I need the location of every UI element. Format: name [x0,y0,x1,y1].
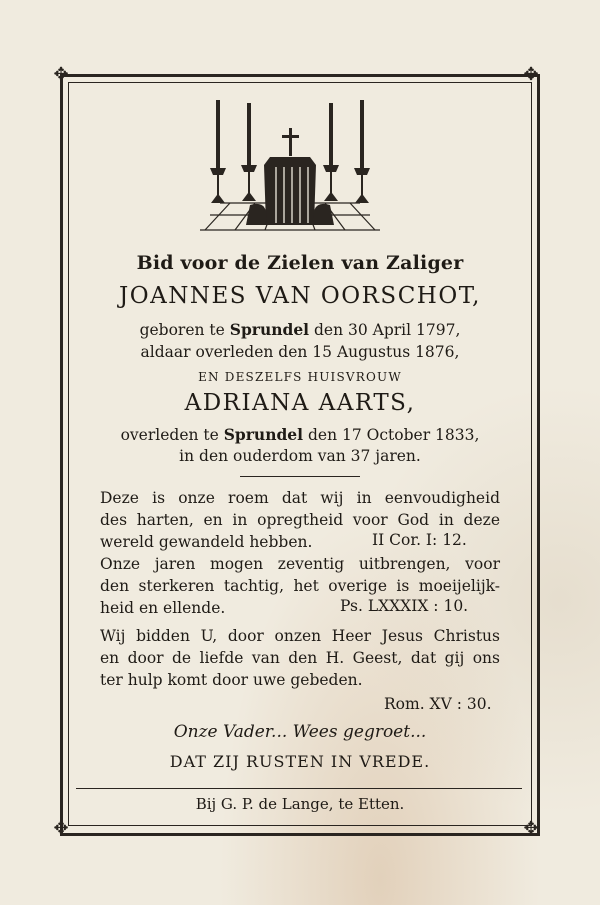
age-line: in den ouderdom van 37 jaren. [179,447,421,465]
verse-line: des harten, en in opregtheid voor God in deze [100,511,500,529]
verse-reference: Ps. LXXXIX : 10. [340,597,469,615]
birth-text-post: den 30 April 1797, [309,321,461,339]
verse-line: en door de liefde van den H. Geest, dat gij ons [100,649,500,667]
verse-line: Onze jaren mogen zeventig uitbrengen, voor [100,555,500,573]
death-text-post: den 17 October 1833, [303,426,480,444]
connector-text: EN DESZELFS HUISVROUW [198,370,402,384]
verse-line: ter hulp komt door uwe gebeden. [100,671,363,689]
printer-credit: Bij G. P. de Lange, te Etten. [195,795,405,813]
death-text-pre: overleden te [120,426,224,444]
verse-line: Wij bidden U, door onzen Heer Jesus Christus [100,627,500,645]
deceased-name-2: ADRIANA AARTS, [184,390,416,416]
death-line-2 [70,425,530,444]
birth-line [70,320,530,339]
altar-vignette-icon [190,95,390,240]
prayer-line: Onze Vader... Wees gegroet... [173,722,427,742]
verse-line: wereld gewandeld hebben. [100,533,313,551]
corner-ornament-icon: ✥ [523,818,539,839]
birth-place: Sprundel [229,320,310,339]
corner-ornament-icon: ✥ [53,818,69,839]
divider [240,476,360,477]
footer-divider [76,788,522,789]
corner-ornament-icon: ✥ [523,64,539,85]
corner-ornament-icon: ✥ [53,64,69,85]
verse-line: heid en ellende. [100,599,226,617]
death-line-1: aldaar overleden den 15 Augustus 1876, [140,343,460,361]
verse-3 [100,625,500,691]
verse-line: Deze is onze roem dat wij in eenvoudigheid [100,489,500,507]
deceased-name-1: JOANNES VAN OORSCHOT, [119,283,481,309]
rest-in-peace: DAT ZIJ RUSTEN IN VREDE. [169,752,431,771]
heading: Bid voor de Zielen van Zaliger [136,252,464,274]
birth-text-pre: geboren te [139,321,230,339]
verse-reference: II Cor. I: 12. [372,531,467,549]
verse-line: den sterkeren tachtig, het overige is moeijelijk- [100,577,500,595]
verse-reference: Rom. XV : 30. [384,695,492,713]
death-place: Sprundel [223,425,304,444]
